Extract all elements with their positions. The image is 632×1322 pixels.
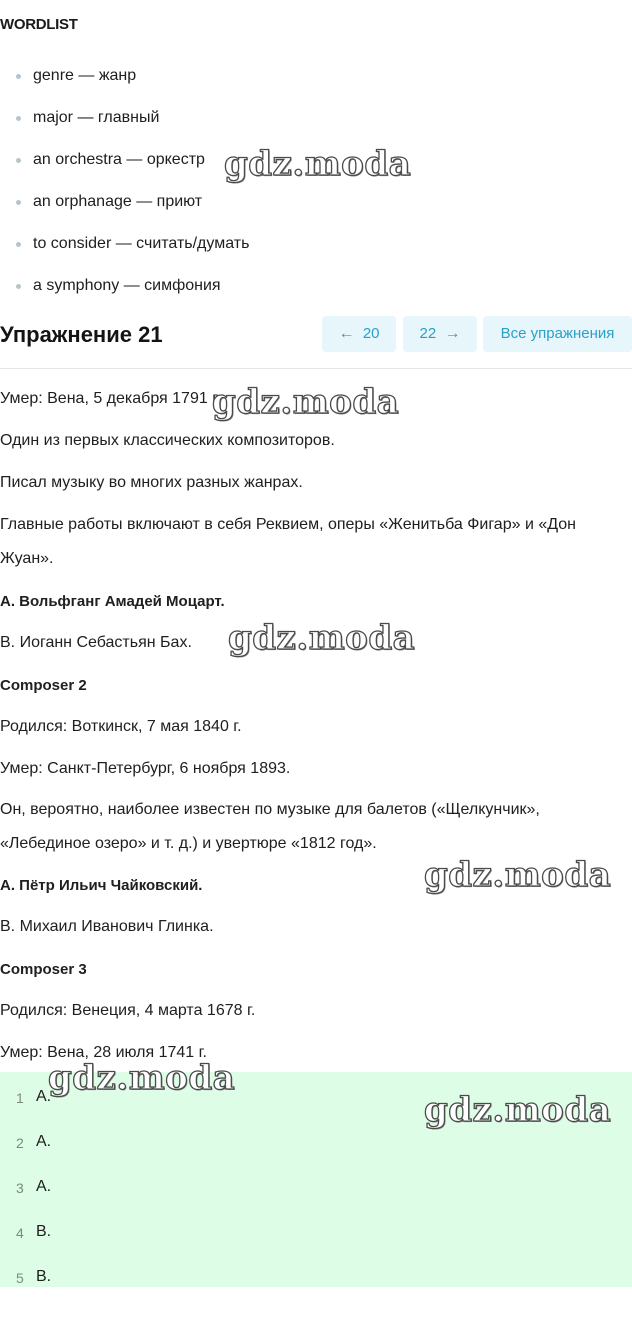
text-line: Писал музыку во многих разных жанрах. xyxy=(0,474,303,491)
prev-exercise-label: 20 xyxy=(362,325,380,342)
all-exercises-button[interactable]: Все упражнения xyxy=(483,316,632,352)
next-exercise-label: 22 xyxy=(419,325,437,342)
list-item xyxy=(0,139,249,181)
watermark-logo: gdz.moda xyxy=(424,1090,612,1130)
text-line: Умер: Санкт-Петербург, 6 ноября 1893. xyxy=(0,760,291,777)
option-answer: A. Пётр Ильич Чайковский. xyxy=(0,877,203,894)
wordlist-title: WORDLIST xyxy=(0,16,78,33)
text-line: «Лебединое озеро» и т. д.) и увертюре «1812 год». xyxy=(0,835,377,852)
list-item xyxy=(0,97,249,139)
list-item xyxy=(0,181,249,223)
answer-row xyxy=(0,1125,632,1170)
next-exercise-button[interactable] xyxy=(403,316,477,352)
answer-number: 3 xyxy=(16,1180,24,1196)
answer-row xyxy=(0,1260,632,1287)
bullet-icon xyxy=(16,200,21,205)
text-line: Родился: Венеция, 4 марта 1678 г. xyxy=(0,1002,256,1019)
text-line: Главные работы включают в себя Реквием, оперы «Женитьба Фигар» и «Дон xyxy=(0,516,576,533)
word-entry: genre — жанр xyxy=(33,67,137,84)
option-answer: B. Иоганн Себастьян Бах. xyxy=(0,634,192,651)
bullet-icon xyxy=(16,284,21,289)
answer-row xyxy=(0,1215,632,1260)
option-answer: B. Михаил Иванович Глинка. xyxy=(0,918,214,935)
watermark-logo: gdz.moda xyxy=(228,618,416,658)
bullet-icon xyxy=(16,74,21,79)
answer-number: 4 xyxy=(16,1225,24,1241)
word-entry: to consider — считать/думать xyxy=(33,235,250,252)
list-item xyxy=(0,223,249,265)
answer-number: 5 xyxy=(16,1270,24,1286)
bullet-icon xyxy=(16,158,21,163)
watermark-logo: gdz.moda xyxy=(424,855,612,895)
text-line: Жуан». xyxy=(0,550,54,567)
text-line: Родился: Воткинск, 7 мая 1840 г. xyxy=(0,718,242,735)
answer-value: A. xyxy=(36,1088,52,1105)
arrow-left-icon: ← xyxy=(338,325,355,342)
list-item xyxy=(0,55,249,97)
watermark-logo: gdz.moda xyxy=(212,382,400,422)
wordlist xyxy=(0,55,249,307)
arrow-right-icon: → xyxy=(444,325,461,342)
bullet-icon xyxy=(16,242,21,247)
answer-value: A. xyxy=(36,1178,52,1195)
text-line: Один из первых классических композиторов. xyxy=(0,432,335,449)
composer-heading: Composer 3 xyxy=(0,961,87,978)
answer-number: 2 xyxy=(16,1135,24,1151)
text-line: Умер: Вена, 28 июля 1741 г. xyxy=(0,1044,207,1061)
answer-number: 1 xyxy=(16,1090,24,1106)
exercise-header xyxy=(0,310,632,368)
watermark-logo: gdz.moda xyxy=(48,1058,236,1098)
list-item xyxy=(0,265,249,307)
composer-heading: Composer 2 xyxy=(0,677,87,694)
answer-value: B. xyxy=(36,1223,52,1240)
prev-exercise-button[interactable] xyxy=(322,316,396,352)
header-divider xyxy=(0,368,632,369)
answer-row xyxy=(0,1170,632,1215)
answer-value: A. xyxy=(36,1133,52,1150)
watermark-logo: gdz.moda xyxy=(224,144,412,184)
exercise-title: Упражнение 21 xyxy=(0,322,163,347)
text-line: Умер: Вена, 5 декабря 1791 г. xyxy=(0,390,221,407)
word-entry: a symphony — симфония xyxy=(33,277,221,294)
word-entry: major — главный xyxy=(33,109,160,126)
word-entry: an orchestra — оркестр xyxy=(33,151,205,168)
text-line: Он, вероятно, наиболее известен по музыке для балетов («Щелкунчик», xyxy=(0,801,540,818)
word-entry: an orphanage — приют xyxy=(33,193,203,210)
option-answer: A. Вольфганг Амадей Моцарт. xyxy=(0,593,225,610)
answer-value: B. xyxy=(36,1268,52,1285)
bullet-icon xyxy=(16,116,21,121)
